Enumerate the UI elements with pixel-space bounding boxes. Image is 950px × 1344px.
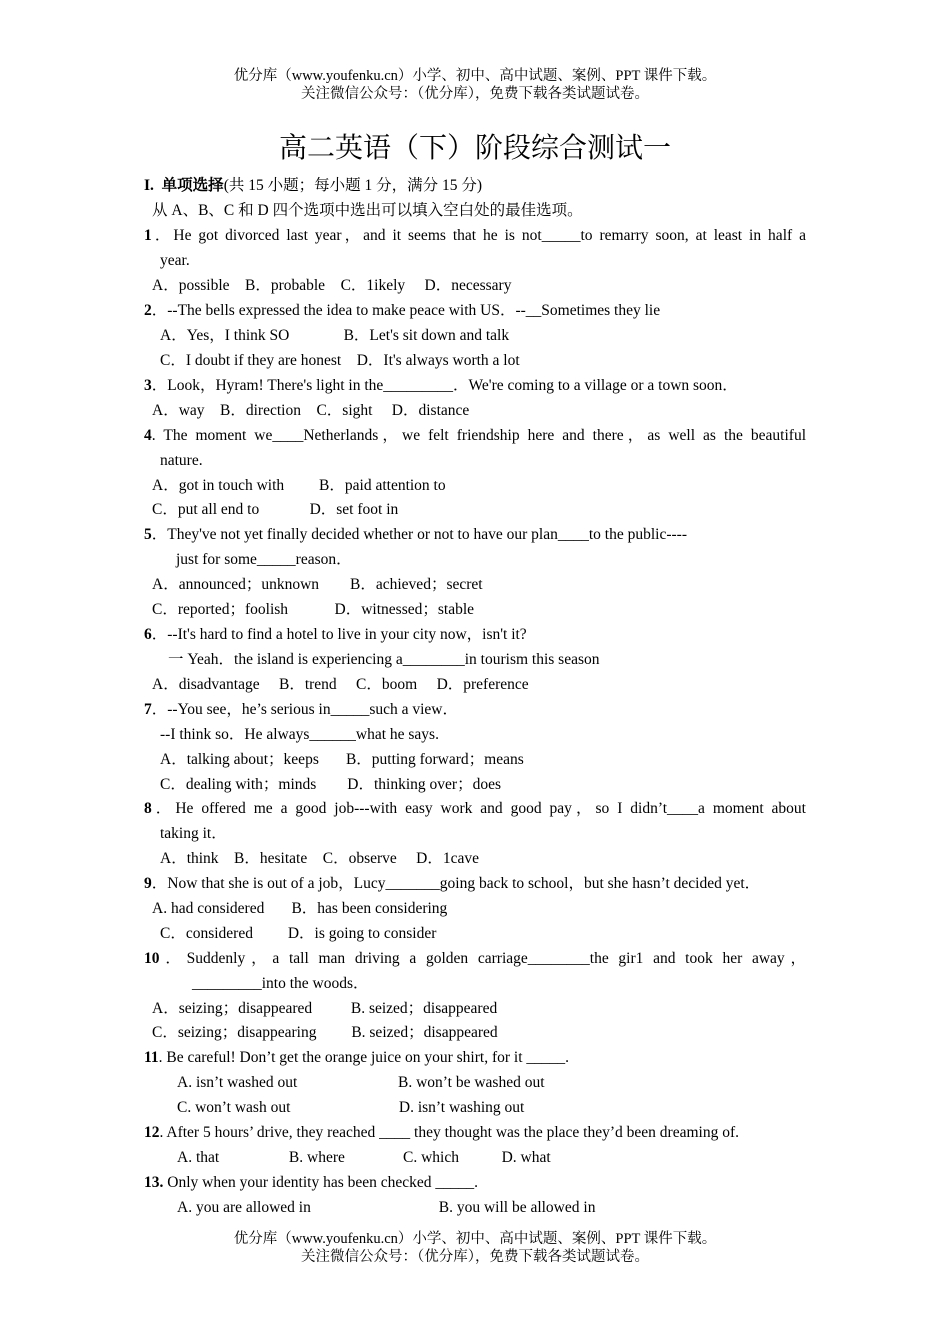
question-text: . The moment we____Netherlands，we felt friendship here and there，as well as the beautiful bbox=[151, 427, 806, 444]
question-1-options: A．possible B．probable C．1ikely D．necessary bbox=[152, 277, 512, 294]
question-5-options-row1: A．announced；unknown B．achieved；secret bbox=[152, 576, 483, 593]
question-text: ．He got divorced last year，and it seems that he is not_____to remarry soon, at least in half a bbox=[151, 227, 806, 244]
question-number: 9 bbox=[144, 875, 152, 892]
section-name: 单项选择 bbox=[161, 177, 224, 194]
question-3-stem bbox=[144, 374, 738, 398]
question-text: ．--It's hard to find a hotel to live in your city now，isn't it? bbox=[151, 626, 527, 643]
question-number: 7 bbox=[144, 701, 152, 718]
question-6-stem-cont: 一 Yeah．the island is experiencing a________in tourism this season bbox=[168, 651, 600, 668]
question-7-options-row2: C．dealing with；minds D．thinking over；does bbox=[160, 776, 501, 793]
question-2-stem bbox=[144, 299, 660, 323]
question-1-stem-cont: year. bbox=[160, 252, 190, 269]
question-number: 4 bbox=[144, 427, 152, 444]
question-number: 6 bbox=[144, 626, 152, 643]
header-line-1: 优分库（www.youfenku.cn）小学、初中、高中试题、案例、PPT 课件下载。 bbox=[233, 68, 717, 84]
header-line-2: 关注微信公众号：（优分库），免费下载各类试题试卷。 bbox=[301, 86, 649, 102]
question-5-stem-cont: just for some_____reason． bbox=[176, 551, 352, 568]
question-text: . Be careful! Don’t get the orange juice on your shirt, for it _____. bbox=[158, 1049, 570, 1066]
question-3-options: A．way B．direction C．sight D．distance bbox=[152, 402, 470, 419]
question-8-stem bbox=[144, 797, 806, 821]
question-number: 8 bbox=[144, 800, 152, 817]
question-6-stem bbox=[144, 623, 527, 647]
question-4-options-row2: C．put all end to D．set foot in bbox=[152, 501, 399, 518]
question-8-options: A．think B．hesitate C．observe D．1cave bbox=[160, 850, 479, 867]
question-10-options-row2: C．seizing；disappearing B. seized；disappeared bbox=[152, 1024, 498, 1041]
question-number: 3 bbox=[144, 377, 152, 394]
question-11-options-row2: C. won’t wash out D. isn’t washing out bbox=[177, 1099, 525, 1116]
question-13-stem bbox=[144, 1171, 478, 1195]
question-text: . After 5 hours’ drive, they reached ____ they thought was the place they’d been dreaming of. bbox=[159, 1124, 739, 1141]
question-number: 1 bbox=[144, 227, 152, 244]
question-text: ．--You see，he’s serious in_____such a view． bbox=[151, 701, 458, 718]
question-5-stem bbox=[144, 523, 687, 547]
question-number: 5 bbox=[144, 526, 152, 543]
question-8-stem-cont: taking it． bbox=[160, 825, 227, 842]
question-text: ．Look，Hyram! There's light in the_________．We're coming to a village or a town soon． bbox=[151, 377, 738, 394]
question-2-options-row2: C．I doubt if they are honest D．It's always worth a lot bbox=[160, 352, 520, 369]
section-info: (共 15 小题；每小题 1 分，满分 15 分) bbox=[223, 177, 483, 194]
question-12-options: A. that B. where C. which D. what bbox=[177, 1149, 551, 1166]
question-4-options-row1: A．got in touch with B．paid attention to bbox=[152, 477, 446, 494]
question-4-stem bbox=[144, 424, 806, 448]
question-7-stem bbox=[144, 698, 458, 722]
question-10-stem bbox=[144, 947, 806, 971]
question-text: ．Now that she is out of a job，Lucy_______going back to school，but she hasn’t decided yet． bbox=[151, 875, 761, 892]
question-number: 13. bbox=[144, 1174, 164, 1191]
question-4-stem-cont: nature. bbox=[160, 452, 203, 469]
question-number: 11 bbox=[144, 1049, 159, 1066]
question-7-stem-cont: --I think so．He always______what he says. bbox=[160, 726, 439, 743]
question-9-options-row1: A. had considered B．has been considering bbox=[152, 900, 448, 917]
question-2-options-row1: A．Yes，I think SO B．Let's sit down and talk bbox=[160, 327, 510, 344]
section-instruction: 从 A、B、C 和 D 四个选项中选出可以填入空白处的最佳选项。 bbox=[152, 202, 583, 219]
question-11-stem bbox=[144, 1046, 569, 1070]
question-text: ．Suddenly，a tall man driving a golden carriage________the gir1 and took her away， bbox=[159, 950, 806, 967]
question-10-options-row1: A．seizing；disappeared B. seized；disappeared bbox=[152, 1000, 498, 1017]
question-11-options-row1: A. isn’t washed out B. won’t be washed out bbox=[177, 1074, 545, 1091]
question-9-stem bbox=[144, 872, 760, 896]
question-6-options: A．disadvantage B．trend C．boom D．preference bbox=[152, 676, 529, 693]
question-number: 10 bbox=[144, 950, 160, 967]
question-number: 12 bbox=[144, 1124, 160, 1141]
section-number: I. bbox=[144, 177, 154, 194]
question-text: ．He offered me a good job---with easy work and good pay，so I didn’t____a moment about bbox=[151, 800, 806, 817]
footer-line-1: 优分库（www.youfenku.cn）小学、初中、高中试题、案例、PPT 课件下载。 bbox=[233, 1231, 717, 1247]
question-9-options-row2: C．considered D．is going to consider bbox=[160, 925, 437, 942]
question-13-options: A. you are allowed in B. you will be allowed in bbox=[177, 1199, 596, 1216]
question-text: ．--The bells expressed the idea to make peace with US．--__Sometimes they lie bbox=[151, 302, 661, 319]
question-7-options-row1: A．talking about；keeps B．putting forward；means bbox=[160, 751, 524, 768]
question-text: Only when your identity has been checked _____. bbox=[163, 1174, 479, 1191]
question-text: ．They've not yet finally decided whether or not to have our plan____to the public---- bbox=[151, 526, 687, 543]
page-title: 高二英语（下）阶段综合测试一 bbox=[278, 131, 671, 164]
footer-line-2: 关注微信公众号：（优分库），免费下载各类试题试卷。 bbox=[301, 1249, 649, 1265]
question-5-options-row2: C．reported；foolish D．witnessed；stable bbox=[152, 601, 475, 618]
question-number: 2 bbox=[144, 302, 152, 319]
section-heading bbox=[144, 174, 482, 198]
question-12-stem bbox=[144, 1121, 739, 1145]
question-10-stem-cont: _________into the woods． bbox=[192, 975, 369, 992]
question-1-stem bbox=[144, 224, 806, 248]
